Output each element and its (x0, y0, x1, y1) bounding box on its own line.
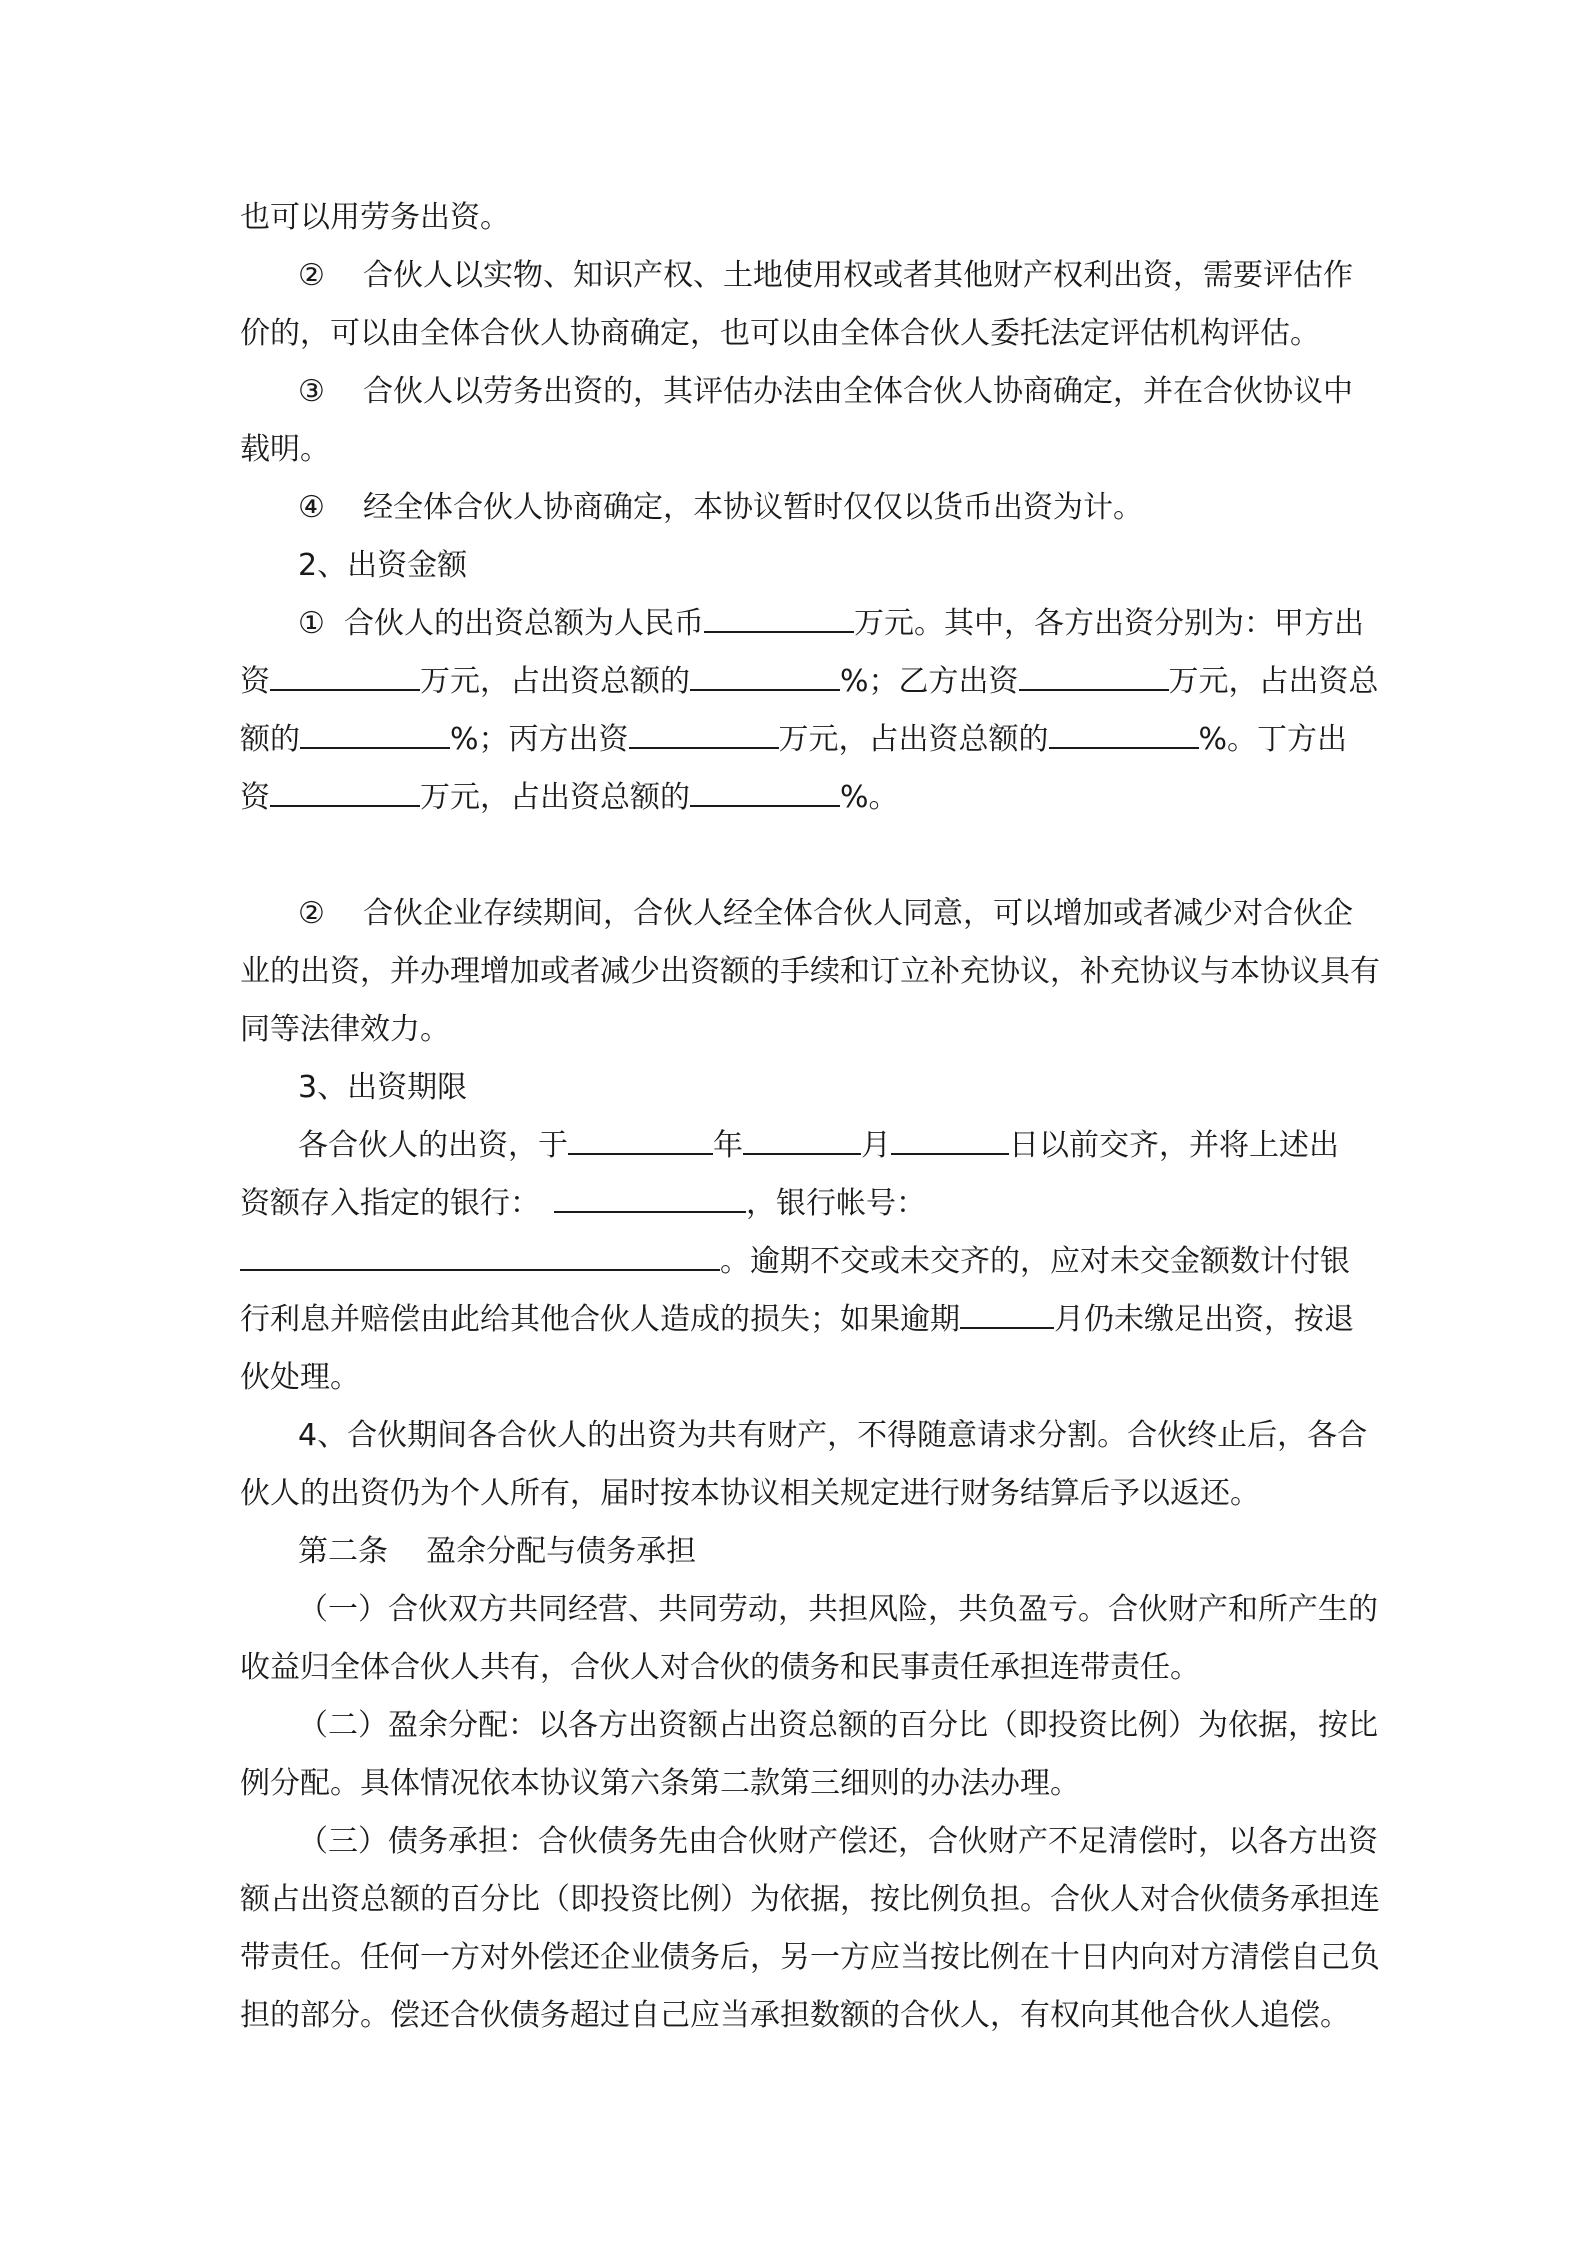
fill-blank[interactable] (300, 721, 450, 749)
text-line: 带责任。任何一方对外偿还企业债务后，另一方应当按比例在十日内向对方清偿自己负 (240, 1940, 1380, 1975)
text-line: 担的部分。偿还合伙债务超过自己应当承担数额的合伙人，有权向其他合伙人追偿。 (240, 1998, 1350, 2033)
text-line: 行利息并赔偿由此给其他合伙人造成的损失；如果逾期 月仍未缴足出资，按退 (240, 1302, 1354, 1337)
text-line: 也可以用劳务出资。 (240, 200, 510, 235)
text-line: （一）合伙双方共同经营、共同劳动，共担风险，共负盈亏。合伙财产和所产生的 (298, 1592, 1378, 1627)
text-line: 例分配。具体情况依本协议第六条第二款第三细则的办法办理。 (240, 1766, 1080, 1801)
article-heading: 第二条 盈余分配与债务承担 (298, 1534, 697, 1569)
text-line: 4、合伙期间各合伙人的出资为共有财产，不得随意请求分割。合伙终止后，各合 (298, 1418, 1368, 1453)
text-line: 收益归全体合伙人共有，合伙人对合伙的债务和民事责任承担连带责任。 (240, 1650, 1200, 1685)
fill-blank[interactable] (690, 663, 840, 691)
text-line: 载明。 (240, 432, 330, 467)
text-line: 业的出资，并办理增加或者减少出资额的手续和订立补充协议，补充协议与本协议具有 (240, 954, 1380, 989)
text-line: 伙处理。 (240, 1360, 360, 1395)
text-line: 各合伙人的出资，于 年 月 日以前交齐，并将上述出 (298, 1128, 1339, 1163)
text-line: 资 万元，占出资总额的 %。 (240, 780, 899, 815)
text-line: ② 合伙企业存续期间，合伙人经全体合伙人同意，可以增加或者减少对合伙企 (298, 896, 1354, 931)
fill-blank[interactable] (1019, 663, 1169, 691)
fill-blank[interactable] (891, 1127, 1009, 1155)
fill-blank[interactable] (960, 1301, 1054, 1329)
text-line: （三）债务承担：合伙债务先由合伙财产偿还，合伙财产不足清偿时，以各方出资 (298, 1824, 1378, 1859)
fill-blank[interactable] (629, 721, 779, 749)
text-line: 同等法律效力。 (240, 1012, 450, 1047)
text-line: ① 合伙人的出资总额为人民币 万元。其中，各方出资分别为：甲方出 (298, 606, 1364, 641)
fill-blank[interactable] (554, 1185, 746, 1213)
text-line: ② 合伙人以实物、知识产权、土地使用权或者其他财产权利出资，需要评估作 (298, 258, 1354, 293)
text-line: 价的，可以由全体合伙人协商确定，也可以由全体合伙人委托法定评估机构评估。 (240, 316, 1320, 351)
text-line: ③ 合伙人以劳务出资的，其评估办法由全体合伙人协商确定，并在合伙协议中 (298, 374, 1354, 409)
text-line: 伙人的出资仍为个人所有，届时按本协议相关规定进行财务结算后予以返还。 (240, 1476, 1260, 1511)
fill-blank[interactable] (743, 1127, 861, 1155)
text-line: （二）盈余分配：以各方出资额占出资总额的百分比（即投资比例）为依据，按比 (298, 1708, 1378, 1743)
fill-blank[interactable] (568, 1127, 713, 1155)
text-line: ④ 经全体合伙人协商确定，本协议暂时仅仅以货币出资为计。 (298, 490, 1144, 525)
fill-blank[interactable] (240, 1243, 720, 1271)
text-line: 额的 %；丙方出资 万元，占出资总额的 %。丁方出 (240, 722, 1348, 757)
text-line: 。逾期不交或未交齐的，应对未交金额数计付银 (240, 1242, 1350, 1282)
section-heading: 2、出资金额 (298, 548, 468, 583)
text-line: 资额存入指定的银行： ，银行帐号： (240, 1186, 926, 1221)
fill-blank[interactable] (270, 779, 420, 807)
text-line: 额占出资总额的百分比（即投资比例）为依据，按比例负担。合伙人对合伙债务承担连 (240, 1882, 1380, 1917)
fill-blank[interactable] (270, 663, 420, 691)
fill-blank[interactable] (690, 779, 840, 807)
fill-blank[interactable] (704, 605, 854, 633)
section-heading: 3、出资期限 (298, 1070, 468, 1105)
text-line: 资 万元，占出资总额的 %；乙方出资 万元，占出资总 (240, 664, 1379, 699)
fill-blank[interactable] (1049, 721, 1199, 749)
